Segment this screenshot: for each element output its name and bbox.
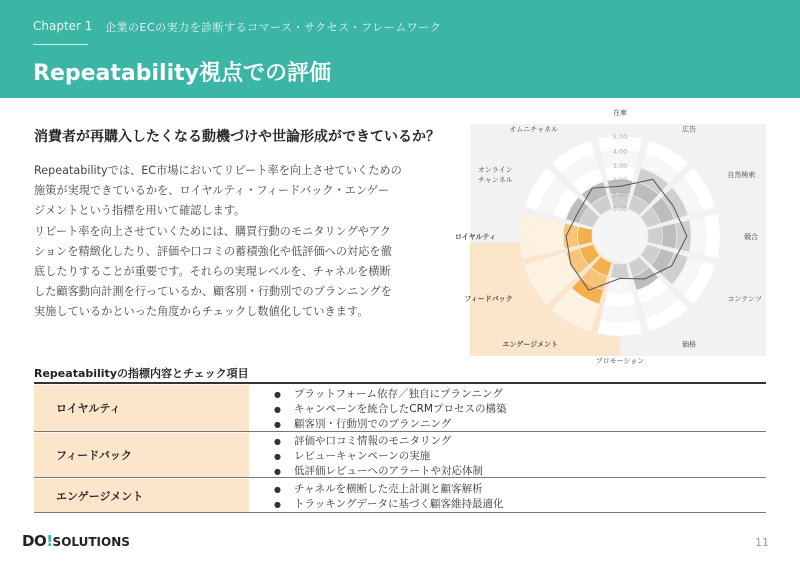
radar-axis-label: ロイヤルティ [454,233,496,241]
company-logo [22,532,130,550]
radar-sector [520,214,537,259]
body-line: 実施しているかといった角度からチェックし数値化していきます。 [34,305,369,319]
radar-sector [689,217,705,255]
check-item: ● トラッキングデータに基づく顧客維持最適化 [274,497,503,512]
radar-sector [598,319,643,336]
body-line: ションを精緻化したり、評価や口コミの蓄積強化や低評価への対応を徹 [34,244,392,258]
radar-tick-label: 5.00 [612,133,628,141]
check-item: ● プラットフォーム依存／独自にプランニング [274,387,506,402]
radar-sector [549,220,565,252]
radar-sector [661,223,676,249]
radar-tick-label: 3.00 [612,161,628,170]
radar-tick-label: 1.00 [612,190,628,199]
page-number: 11 [755,536,769,549]
body-line: した顧客動向計測を行っているか、顧客別・行動別でのプランニングを [34,285,392,299]
body-line: リピート率を向上させていくためには、購買行動のモニタリングやアク [34,224,391,238]
check-item: ● キャンペーンを統合したCRMプロセスの構築 [274,402,506,417]
radar-axis-label: オンラインチャンネル [477,166,513,184]
page-header [0,0,800,98]
radar-sector [578,226,593,245]
header-subtitle: 企業のECの実力を診断するコマース・サクセス・フレームワーク [105,21,442,34]
radar-axis-label: 広告 [682,125,696,134]
radar-center [594,210,646,262]
radar-sector [604,291,636,307]
radar-tick-label: 0.00 [612,205,628,213]
radar-tick-label: 4.00 [612,147,628,156]
row-label: エンゲージメント [34,479,249,512]
radar-axis-label: オムニチャネル [509,125,558,134]
radar-sector [534,217,550,255]
radar-axis-label: 価格 [682,340,696,349]
radar-axis-label: エンゲージメント [502,340,558,349]
check-list [274,387,506,432]
check-list [274,482,503,512]
chapter-underline [33,44,88,45]
radar-chart [454,109,766,365]
body-text [34,161,444,323]
check-item: ● 顧客別・行動別でのプランニング [274,417,506,432]
radar-axis-label: 競合 [744,233,758,241]
lead-question: 消費者が再購入したくなる動機づけや世論形成ができているか？ [34,129,440,145]
radar-sector [610,263,629,278]
radar-axis-label: コンテンツ [727,295,763,303]
check-item: ● 評価や口コミ情報のモニタリング [274,434,483,449]
radar-sector [607,277,633,292]
radar-sector [703,214,720,259]
chapter-label: Chapter 1 [33,19,93,33]
logo-mark: ! [46,532,53,550]
table-row [34,478,766,513]
radar-tick-label: 2.00 [612,176,628,185]
radar-axis-label: プロモーション [595,357,645,365]
row-label: フィードバック [34,433,249,477]
table-row [34,384,766,432]
check-list [274,434,483,479]
body-line: ジメントという指標を用いて確認します。 [34,204,246,218]
body-line: 底したりすることが重要です。それらの実現レベルを、チャネルを横断 [34,265,391,279]
check-item: ● チャネルを横断した売上計測と顧客解析 [274,482,503,497]
radar-sector [675,220,691,252]
radar-axis-label: フィードバック [464,295,513,303]
page-title: Repeatability視点での評価 [33,61,331,86]
radar-sector [601,305,639,321]
check-item: ● レビューキャンペーンの実施 [274,449,483,464]
logo-do: DO [22,532,47,550]
body-line: Repeatabilityでは、EC市場においてリピート率を向上させていくための [34,164,402,177]
body-line: 施策が実現できているかを、ロイヤルティ・フィードバック・エンゲー [34,184,390,198]
radar-axis-label: 在庫 [613,109,627,117]
row-label: ロイヤルティ [34,385,249,431]
table-title: Repeatabilityの指標内容とチェック項目 [34,367,249,380]
radar-sector [647,226,662,245]
radar-chart-panel [454,109,766,365]
logo-solutions: SOLUTIONS [52,535,130,549]
radar-axis-label: 自然検索 [727,171,756,179]
check-item: ● 低評価レビューへのアラートや対応体制 [274,464,483,479]
table-row [34,432,766,478]
